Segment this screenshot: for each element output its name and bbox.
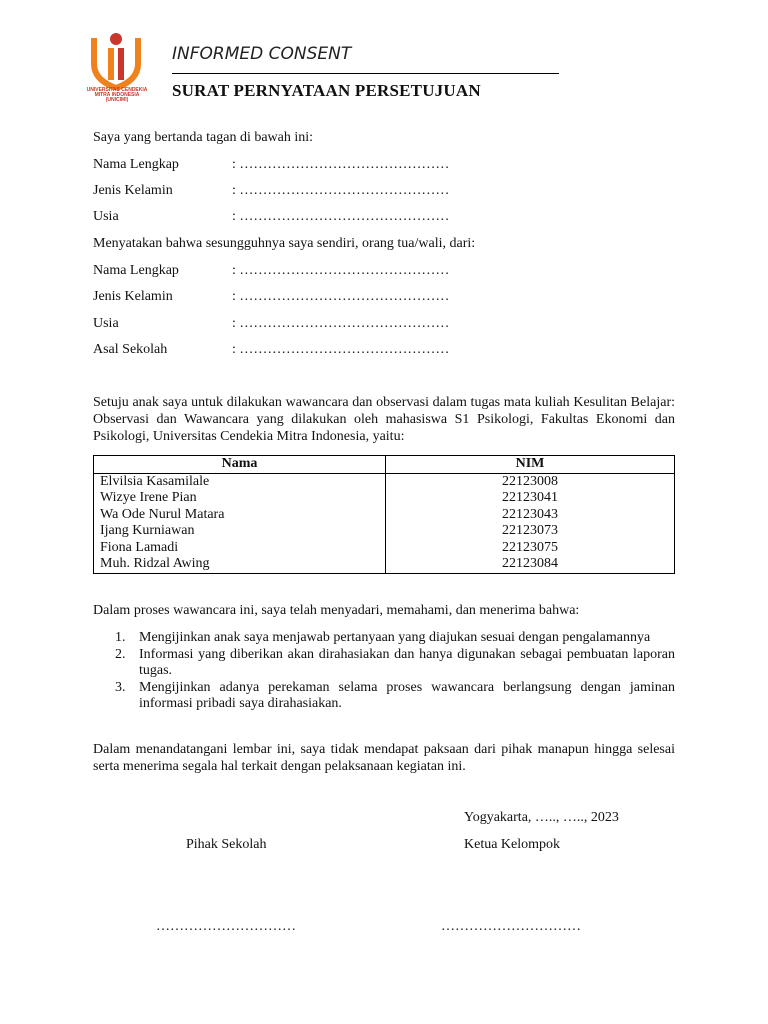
place-date: Yogyakarta, ….., ….., 2023 (464, 810, 619, 825)
column-header-name: Nama (94, 456, 386, 474)
student-nim: 22123041 (386, 490, 675, 507)
student-name: Muh. Ridzal Awing (94, 556, 386, 573)
right-signature-line: ………………………… (441, 919, 581, 934)
left-signatory-role: Pihak Sekolah (186, 837, 267, 852)
field-label: Usia (93, 316, 119, 331)
item-text: Informasi yang diberikan akan dirahasiakan dan hanya digunakan sebagai pembuatan laporan tugas. (139, 647, 675, 678)
table-row (94, 507, 675, 524)
field-label: Nama Lengkap (93, 263, 179, 278)
field-blank: : ……………………………………… (232, 263, 450, 278)
student-nim: 22123084 (386, 556, 675, 573)
student-nim: 22123008 (386, 473, 675, 490)
field-blank: : ……………………………………… (232, 183, 450, 198)
item-text: Mengijinkan adanya perekaman selama proses wawancara berlangsung dengan jaminan informasi pribadi saya dirahasiakan. (139, 680, 675, 711)
student-name: Wa Ode Nurul Matara (94, 507, 386, 524)
table-row (94, 473, 675, 490)
agreement-paragraph: Setuju anak saya untuk dilakukan wawancara dan observasi dalam tugas mata kuliah Kesulitan Belajar: Observasi dan Wawancara yang dilakukan oleh mahasiswa S1 Psikologi, Fakultas Ekonomi dan Psikologi, Universitas Cendekia Mitra Indonesia, yaitu: (93, 395, 675, 444)
student-nim: 22123043 (386, 507, 675, 524)
right-signatory-role: Ketua Kelompok (464, 837, 561, 852)
student-name: Ijang Kurniawan (94, 523, 386, 540)
informed-consent-heading: INFORMED CONSENT (172, 44, 352, 64)
field-label: Nama Lengkap (93, 157, 179, 172)
table-header-row (94, 456, 675, 474)
item-number: 2. (115, 647, 126, 662)
left-signature-line: ………………………… (156, 919, 296, 934)
consent-points (93, 630, 675, 713)
student-name: Fiona Lamadi (94, 540, 386, 557)
list-item (93, 647, 675, 679)
declaration-text: Menyatakan bahwa sesungguhnya saya sendiri, orang tua/wali, dari: (93, 236, 476, 251)
column-header-nim: NIM (386, 456, 675, 474)
item-number: 3. (115, 680, 126, 695)
logo-caption: UNIVERSITAS CENDEKIA MITRA INDONESIA (UNICIMI) (86, 87, 148, 103)
item-text: Mengijinkan anak saya menjawab pertanyaan yang diajukan sesuai dengan pengalamannya (139, 630, 651, 645)
header-rule (172, 73, 559, 74)
closing-paragraph: Dalam menandatangani lembar ini, saya tidak mendapat paksaan dari pihak manapun hingga selesai serta menerima segala hal terkait dengan pelaksanaan kegiatan ini. (93, 742, 675, 774)
field-blank: : ……………………………………… (232, 289, 450, 304)
student-table (93, 455, 675, 574)
intro-text: Saya yang bertanda tagan di bawah ini: (93, 130, 314, 145)
field-blank: : ……………………………………… (232, 157, 450, 172)
field-label: Jenis Kelamin (93, 289, 173, 304)
item-number: 1. (115, 630, 126, 645)
list-item (93, 680, 675, 712)
student-nim: 22123075 (386, 540, 675, 557)
student-name: Elvilsia Kasamilale (94, 473, 386, 490)
document-title: SURAT PERNYATAAN PERSETUJUAN (172, 81, 481, 100)
table-row (94, 490, 675, 507)
field-blank: : ……………………………………… (232, 209, 450, 224)
field-blank: : ……………………………………… (232, 342, 450, 357)
table-row (94, 523, 675, 540)
list-item (93, 630, 675, 646)
field-label: Jenis Kelamin (93, 183, 173, 198)
student-nim: 22123073 (386, 523, 675, 540)
table-row (94, 540, 675, 557)
table-row (94, 556, 675, 573)
field-label: Usia (93, 209, 119, 224)
student-name: Wizye Irene Pian (94, 490, 386, 507)
process-intro: Dalam proses wawancara ini, saya telah menyadari, memahami, dan menerima bahwa: (93, 603, 580, 618)
field-blank: : ……………………………………… (232, 316, 450, 331)
field-label: Asal Sekolah (93, 342, 168, 357)
